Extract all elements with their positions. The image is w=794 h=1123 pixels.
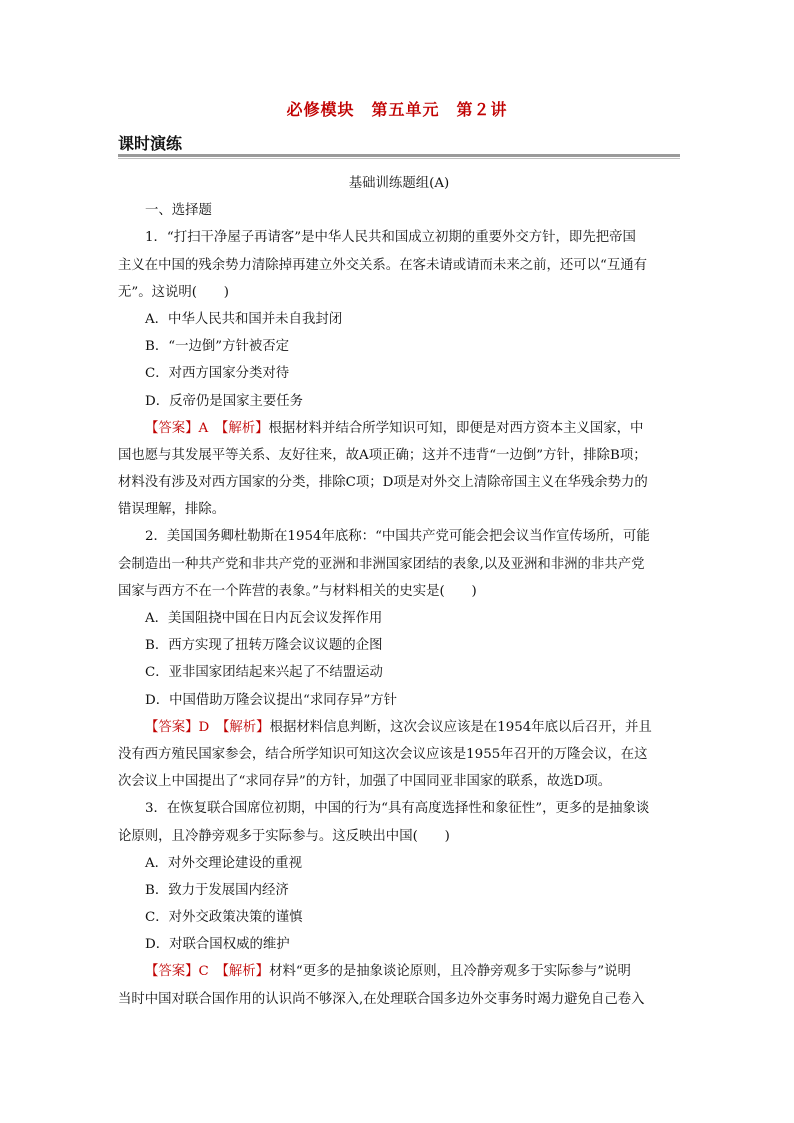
option-d: D．反帝仍是国家主要任务 [145, 393, 304, 409]
question-3 [118, 795, 680, 1013]
question-stem-line: 国家与西方不在一个阵营的表象。”与材料相关的史实是( ) [118, 583, 477, 599]
analysis-text: 根据材料并结合所学知识可知，即便是对西方资本主义国家，中 [268, 420, 644, 436]
analysis-line: 次会议上中国提出了“求同存异”的方针，加强了中国同亚非国家的联系，故选D项。 [118, 774, 612, 790]
question-stem-line: 无”。这说明( ) [118, 284, 230, 300]
document-body [118, 170, 680, 1013]
option-d: D．对联合国权威的维护 [145, 937, 290, 953]
analysis-line: 当时中国对联合国作用的认识尚不够深入,在处理联合国多边外交事务时竭力避免自己卷入 [118, 991, 645, 1007]
option-a: A．对外交理论建设的重视 [145, 855, 302, 871]
option-c: C．对外交政策决策的谨慎 [145, 910, 303, 926]
option-c: C．对西方国家分类对待 [145, 366, 290, 382]
section-divider [118, 154, 680, 157]
question-stem-line: 会制造出一种共产党和非共产党的亚洲和非洲国家团结的表象,以及亚洲和非洲的非共产党 [118, 556, 645, 572]
option-b: B．致力于发展国内经济 [145, 882, 289, 898]
option-b: B．西方实现了扭转万隆会议议题的企图 [145, 638, 383, 654]
question-stem-line: 2．美国国务卿杜勒斯在1954年底称：“中国共产党可能会把会议当作宣传场所，可能 [145, 529, 650, 545]
answer-tag: 【答案】A 【解析】 [145, 420, 269, 436]
question-stem-line: 论原则，且冷静旁观多于实际参与。这反映出中国( ) [118, 828, 450, 844]
option-c: C．亚非国家团结起来兴起了不结盟运动 [145, 665, 383, 681]
option-b: B．“一边倒”方针被否定 [145, 339, 290, 355]
analysis-text: 根据材料信息判断，这次会议应该是在1954年底以后召开，并且 [269, 719, 652, 735]
question-1 [118, 224, 680, 523]
question-stem-line: 3．在恢复联合国席位初期，中国的行为“具有高度选择性和象征性”，更多的是抽象谈 [145, 801, 650, 817]
analysis-line: 没有西方殖民国家参会，结合所学知识可知这次会议应该是1955年召开的万隆会议，在这 [118, 746, 648, 762]
section-divider-thin [118, 158, 680, 159]
analysis-line: 材料没有涉及对西方国家的分类，排除C项；D项是对外交上清除帝国主义在华残余势力的 [118, 475, 648, 491]
option-a: A．中华人民共和国并未自我封闭 [145, 311, 343, 327]
analysis-text: 材料“更多的是抽象谈论原则，且冷静旁观多于实际参与”说明 [269, 964, 631, 980]
analysis-line: 国也愿与其发展平等关系、友好往来，故A项正确；这并不违背“一边倒”方针，排除B项； [118, 447, 647, 463]
answer-analysis-line [118, 415, 680, 442]
question-stem-line: 主义在中国的残余势力清除掉再建立外交关系。在客未请或请而未来之前，还可以“互通有 [118, 257, 648, 273]
question-2 [118, 523, 680, 795]
question-stem-line: 1．“打扫干净屋子再请客”是中华人民共和国成立初期的重要外交方针，即先把帝国 [145, 230, 636, 246]
answer-tag: 【答案】D 【解析】 [145, 719, 270, 735]
part-title: 一、选择题 [145, 203, 212, 219]
option-d: D．中国借助万隆会议提出“求同存异”方针 [145, 692, 398, 708]
section-heading: 课时演练 [118, 134, 183, 153]
document-title: 必修模块 第五单元 第２讲 [286, 100, 508, 119]
answer-analysis-line [118, 714, 680, 741]
answer-analysis-line [118, 958, 680, 985]
answer-tag: 【答案】C 【解析】 [145, 964, 270, 980]
group-title: 基础训练题组(A) [348, 176, 450, 191]
option-a: A．美国阻挠中国在日内瓦会议发挥作用 [145, 611, 383, 626]
analysis-line: 错误理解，排除。 [118, 502, 226, 518]
